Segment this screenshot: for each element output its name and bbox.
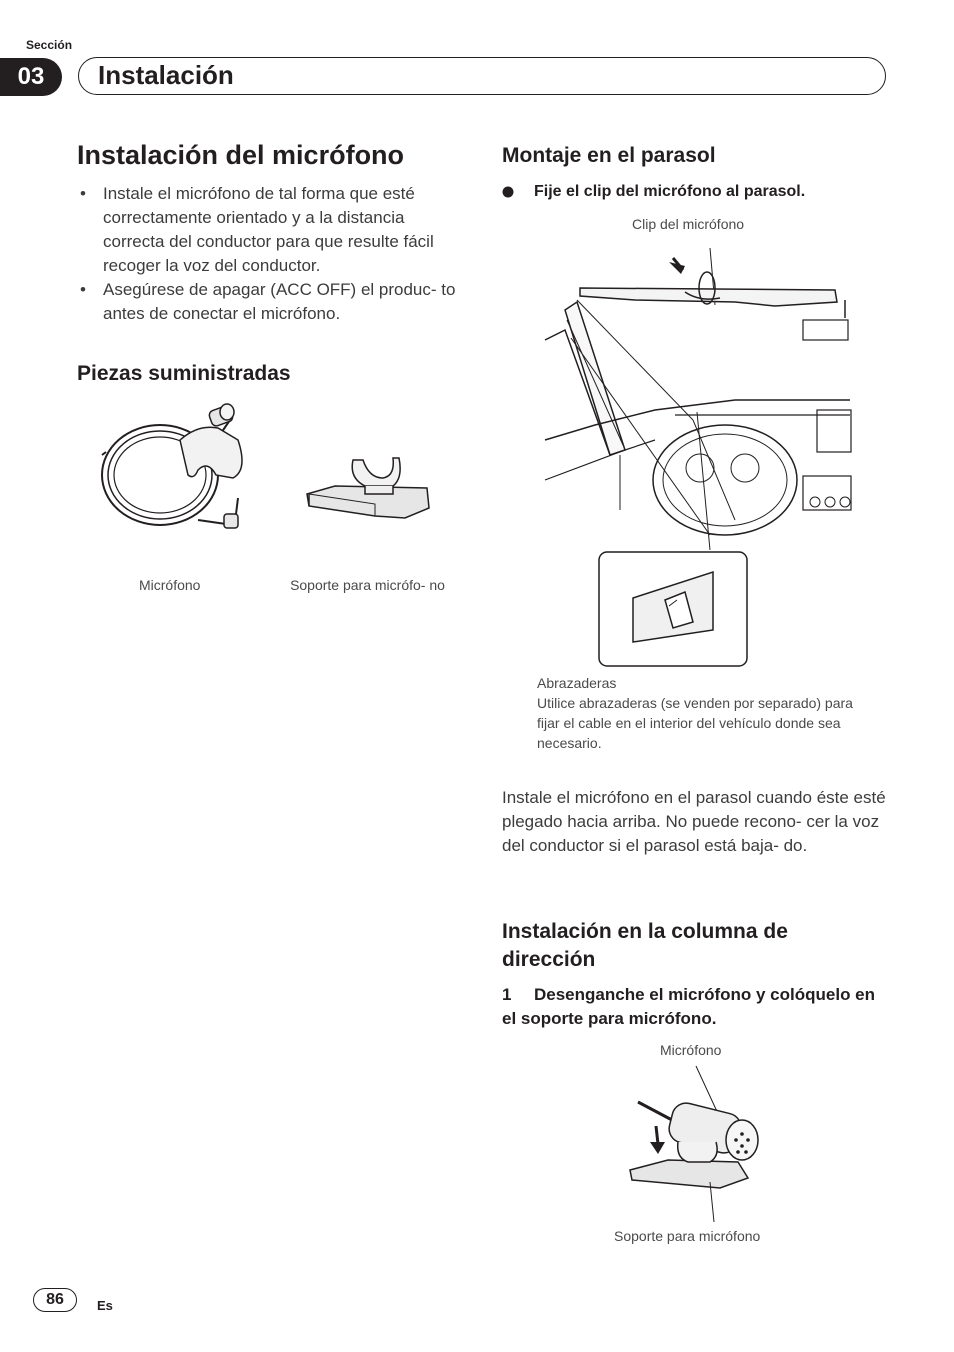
mic-holder-illustration xyxy=(305,450,435,530)
column-step-text: Desenganche el micrófono y colóquelo en el soporte para micrófono. xyxy=(502,985,876,1028)
microphone-caption: Micrófono xyxy=(139,577,201,593)
language-code: Es xyxy=(97,1298,113,1313)
intro-bullet-list xyxy=(78,182,463,326)
clamps-note: Utilice abrazaderas (se venden por separado) para fijar el cable en el interior del vehículo donde sea necesario. xyxy=(537,695,853,751)
page-title: Instalación del micrófono xyxy=(77,140,405,170)
section-label: Sección xyxy=(26,38,73,52)
column-heading: Instalación en la columna de dirección xyxy=(502,920,788,971)
bullet-item: • Instale el micrófono de tal forma que esté correctamente orientado y a la distancia correcta del conductor para que resulte fácil recoger la voz del conductor. xyxy=(78,182,463,278)
section-number-badge: 03 xyxy=(0,58,62,96)
clamps-label: Abrazaderas xyxy=(537,675,617,691)
mic-on-holder-illustration xyxy=(628,1062,768,1202)
section-title: Instalación xyxy=(98,60,234,90)
visor-heading: Montaje en el parasol xyxy=(502,144,716,167)
page-number: 86 xyxy=(33,1288,77,1312)
car-interior-illustration xyxy=(535,240,855,680)
visor-body-text: Instale el micrófono en el parasol cuando éste esté plegado hacia arriba. No puede recono- cer la voz del conductor si el parasol está baja- do. xyxy=(502,788,886,855)
parts-heading: Piezas suministradas xyxy=(77,362,291,385)
microphone-illustration xyxy=(98,400,258,540)
visor-step: Fije el clip del micrófono al parasol. xyxy=(534,183,806,200)
holder-caption: Soporte para micrófo- no xyxy=(290,577,445,593)
clip-label: Clip del micrófono xyxy=(632,216,745,232)
column-step-number: 1 xyxy=(502,985,512,1004)
column-mic-label: Micrófono xyxy=(660,1042,722,1058)
bullet-item: • Asegúrese de apagar (ACC OFF) el produc- to antes de conectar el micrófono. xyxy=(78,278,463,326)
bullet-dot-icon xyxy=(502,186,514,198)
column-holder-label: Soporte para micrófono xyxy=(614,1228,761,1244)
